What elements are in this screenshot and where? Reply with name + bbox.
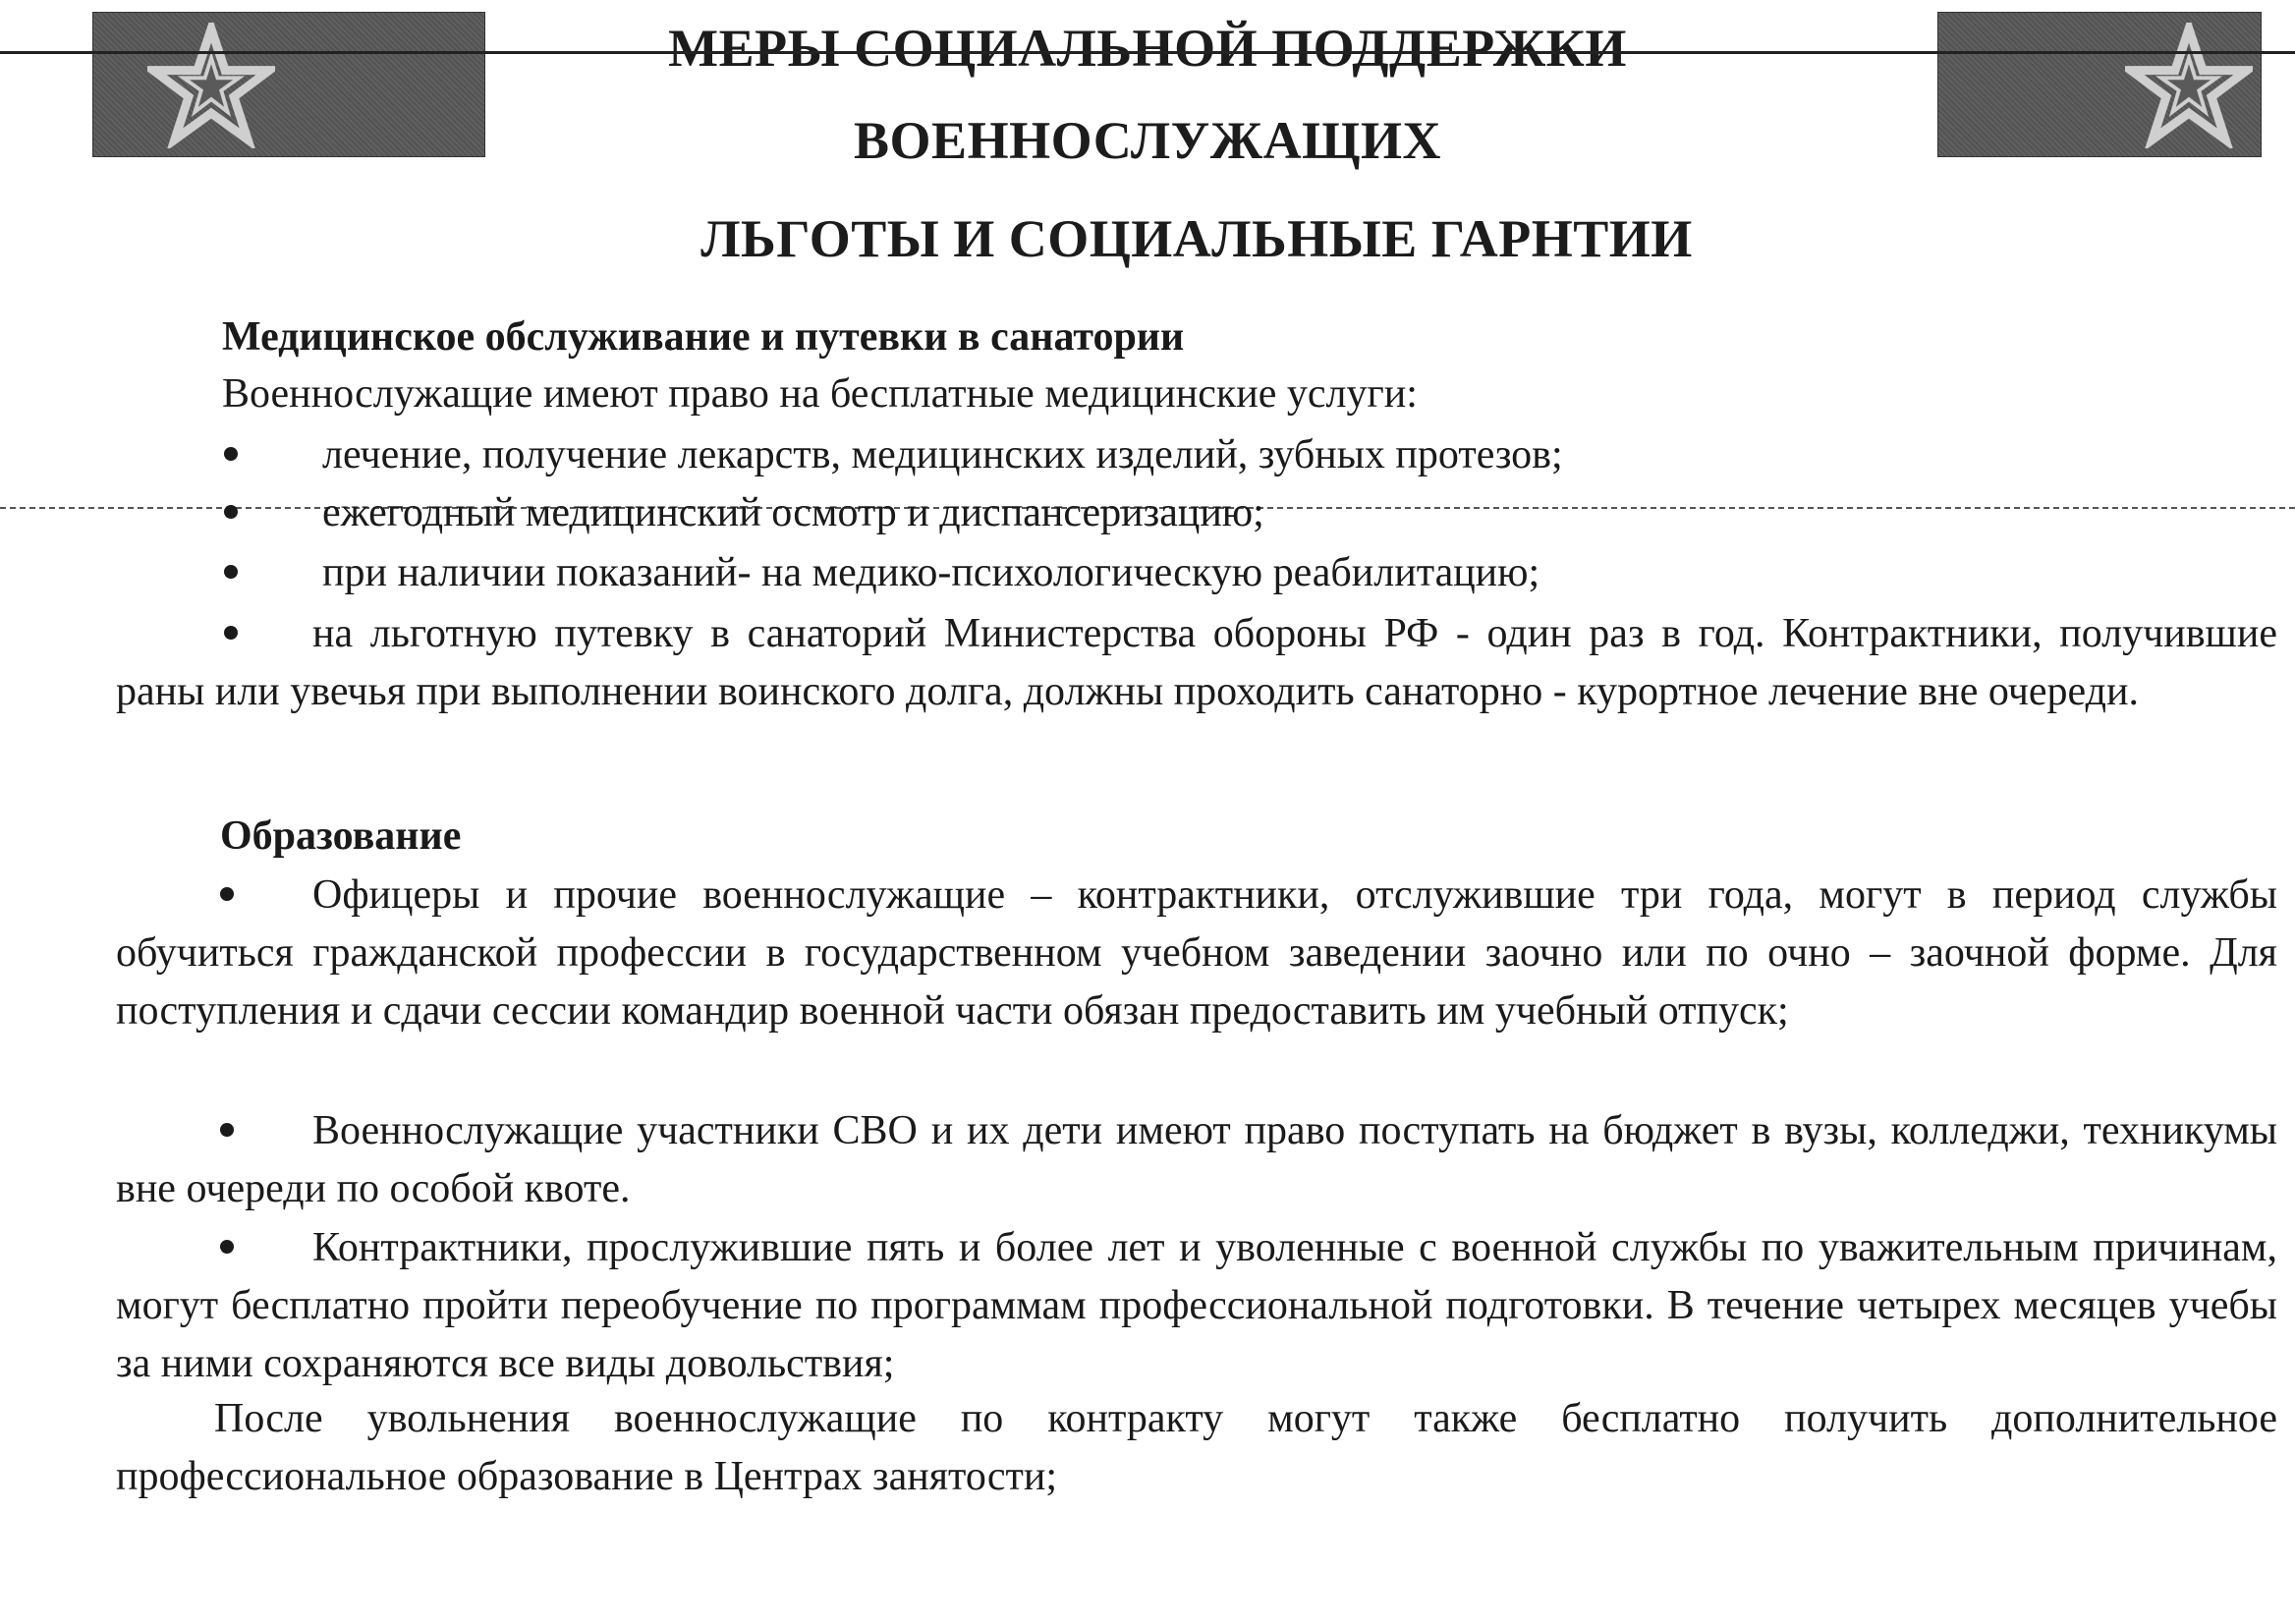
education-closing [116,1390,2277,1506]
medical-item: лечение, получение лекарств, медицинских изделий, зубных протезов; [322,432,1563,477]
page-title-line-3: ЛЬГОТЫ И СОЦИАЛЬНЫЕ ГАРНТИИ [700,209,1693,268]
education-item-text: Контрактники, прослужившие пять и более лет и уволенные с военной службы по уважительным причинам, могут бесплатно пройти переобучение по программам профессиональной подготовки. В течение четырех месяцев учебы за ними сохраняются все виды довольствия; [116,1225,2277,1386]
medical-heading: Медицинское обслуживание и путевки в санатории [222,314,1185,360]
medical-item-text: на льготную путевку в санаторий Министерства обороны РФ - один раз в год. Контрактники, получившие раны или увечья при выполнении воинского долга, должны проходить санаторно - курортное лечение вне очереди. [116,611,2277,714]
page-title-line-1: МЕРЫ СОЦИАЛЬНОЙ ПОДДЕРЖКИ [668,19,1627,78]
education-closing-text: После увольнения военнослужащие по контракту могут также бесплатно получить дополнительное профессиональное образование в Центрах занятости; [116,1396,2277,1499]
education-item [116,1102,2277,1218]
education-item-text: Военнослужащие участники СВО и их дети имеют право поступать на бюджет в вузы, колледжи, техникумы вне очереди по особой квоте. [116,1108,2277,1211]
education-item [116,1219,2277,1393]
page-title-line-2: ВОЕННОСЛУЖАЩИХ [854,111,1441,170]
medical-item: при наличии показаний- на медико-психологическую реабилитацию; [322,550,1540,595]
education-heading: Образование [220,813,462,859]
education-item [116,867,2277,1040]
medical-item: ежегодный медицинский осмотр и диспансеризацию; [322,490,1264,535]
bullet-icon [224,447,238,461]
scan-line-top [0,51,2295,54]
medical-item-sanatorium [116,605,2277,721]
medical-intro: Военнослужащие имеют право на бесплатные медицинские услуги: [222,371,1418,417]
education-item-text: Офицеры и прочие военнослужащие – контрактники, отслужившие три года, могут в период службы обучиться гражданской профессии в государственном учебном заведении заочно или по очно – заочной форме. Для поступления и сдачи сессии командир военной части обязан предоставить им учебный отпуск; [116,872,2277,1034]
bullet-icon [224,565,238,579]
bullet-icon [224,505,238,519]
